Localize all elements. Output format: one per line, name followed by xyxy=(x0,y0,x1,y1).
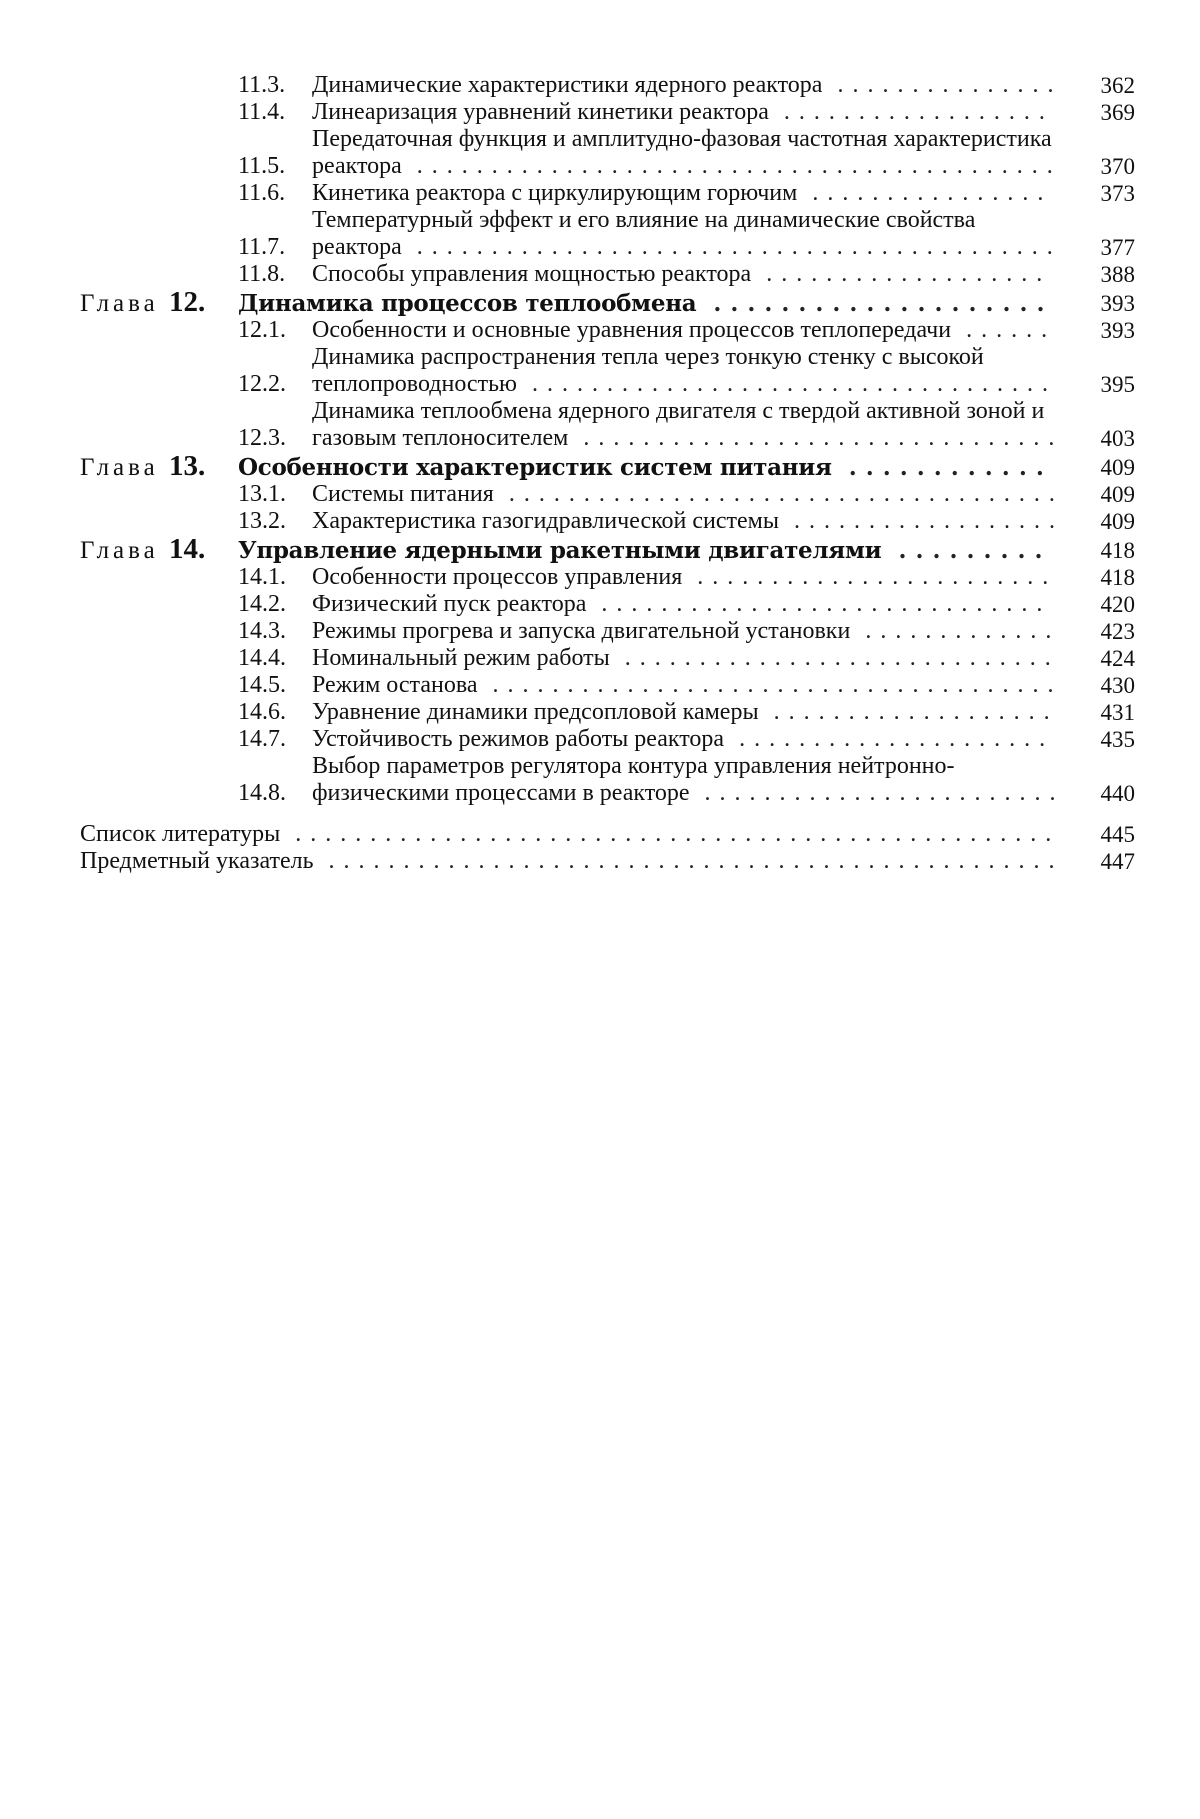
leader-dots: ............ xyxy=(831,454,1053,481)
leader-dots: ................... xyxy=(751,261,1052,287)
section-row xyxy=(80,99,1135,126)
leader-dots: ................................................. xyxy=(313,848,1064,874)
entry-title-text: Системы питания xyxy=(312,481,494,507)
section-row xyxy=(80,591,1135,618)
section-row xyxy=(80,726,1135,753)
page-number: 435 xyxy=(1100,727,1135,752)
page-number: 418 xyxy=(1100,538,1135,563)
section-row xyxy=(80,126,1135,180)
entry-title-text: Режим останова xyxy=(312,672,478,698)
leader-dots: ........................................... xyxy=(401,234,1062,260)
entry-title xyxy=(312,564,1069,591)
section-number: 14.5. xyxy=(238,672,286,698)
page-number: 369 xyxy=(1100,100,1135,125)
section-number: 11.7. xyxy=(238,234,286,260)
entry-title xyxy=(312,481,1069,508)
entry-title-text: Линеаризация уравнений кинетики реактора xyxy=(312,99,769,125)
chapter-number: 12. xyxy=(168,286,206,318)
entry-title xyxy=(312,672,1069,699)
leader-dots: ................... xyxy=(758,699,1059,725)
section-row xyxy=(80,398,1135,452)
entry-title-text: Особенности характеристик систем питания xyxy=(238,454,832,481)
section-number: 14.1. xyxy=(238,564,286,590)
section-row xyxy=(80,72,1135,99)
page-number: 420 xyxy=(1100,592,1135,617)
page-number: 388 xyxy=(1100,262,1135,287)
section-number: 12.3. xyxy=(238,425,286,451)
section-row xyxy=(80,481,1135,508)
entry-title xyxy=(312,726,1069,753)
section-row xyxy=(80,180,1135,207)
section-gap xyxy=(80,807,1135,821)
entry-title xyxy=(312,699,1069,726)
leader-dots: ............................. xyxy=(609,645,1060,671)
entry-title xyxy=(312,99,1069,126)
entry-title xyxy=(80,848,1069,875)
page-number: 370 xyxy=(1100,154,1135,179)
section-number: 14.4. xyxy=(238,645,286,671)
leader-dots: .............................. xyxy=(586,591,1052,617)
entry-title xyxy=(312,645,1069,672)
chapter-number: 13. xyxy=(168,450,206,482)
leader-dots: ........................................... xyxy=(401,153,1062,179)
entry-title-text: Передаточная функция и амплитудно-фазовая частотная характеристика реактора xyxy=(312,126,1052,179)
page-number: 431 xyxy=(1100,700,1135,725)
section-row xyxy=(80,699,1135,726)
chapter-label xyxy=(80,286,238,318)
backmatter-row xyxy=(80,821,1135,848)
section-row xyxy=(80,344,1135,398)
chapter-label xyxy=(80,533,238,565)
entry-title-text: Список литературы xyxy=(80,821,281,847)
entry-title-text: Динамические характеристики ядерного реактора xyxy=(312,72,823,98)
entry-title xyxy=(312,261,1069,288)
section-row xyxy=(80,508,1135,535)
section-row xyxy=(80,672,1135,699)
leader-dots: ...... xyxy=(951,317,1057,343)
section-number: 11.5. xyxy=(238,153,286,179)
page-number: 447 xyxy=(1100,849,1135,874)
entry-title xyxy=(238,454,1069,481)
entry-title xyxy=(312,508,1069,535)
section-number: 11.6. xyxy=(238,180,286,206)
page-number: 393 xyxy=(1100,318,1135,343)
section-row xyxy=(80,618,1135,645)
entry-title xyxy=(312,180,1069,207)
page-number: 424 xyxy=(1100,646,1135,671)
entry-title xyxy=(312,126,1069,180)
entry-title-text: Динамика процессов теплообмена xyxy=(238,290,697,317)
page-number: 418 xyxy=(1100,565,1135,590)
entry-title-text: Номинальный режим работы xyxy=(312,645,610,671)
entry-title xyxy=(238,537,1069,564)
section-number: 14.7. xyxy=(238,726,286,752)
section-number: 14.2. xyxy=(238,591,286,617)
leader-dots: ................................................... xyxy=(280,821,1061,847)
entry-title-text: Особенности и основные уравнения процессов теплопередачи xyxy=(312,317,952,343)
page-number: 409 xyxy=(1100,455,1135,480)
page-number: 440 xyxy=(1100,781,1135,806)
section-number: 11.3. xyxy=(238,72,286,98)
entry-title-text: Режимы прогрева и запуска двигательной установки xyxy=(312,618,851,644)
chapter-number: 14. xyxy=(168,533,206,565)
entry-title-text: Устойчивость режимов работы реактора xyxy=(312,726,725,752)
leader-dots: ...................................... xyxy=(477,672,1063,698)
section-number: 14.3. xyxy=(238,618,286,644)
leader-dots: ................................ xyxy=(568,425,1064,451)
backmatter-row xyxy=(80,848,1135,875)
entry-title-text: Управление ядерными ракетными двигателями xyxy=(238,537,882,564)
section-number: 14.8. xyxy=(238,780,286,806)
chapter-label xyxy=(80,450,238,482)
section-row xyxy=(80,564,1135,591)
chapter-row xyxy=(80,286,1135,318)
page-number: 409 xyxy=(1100,509,1135,534)
section-row xyxy=(80,261,1135,288)
page-number: 377 xyxy=(1100,235,1135,260)
section-number: 14.6. xyxy=(238,699,286,725)
leader-dots: ................................... xyxy=(516,371,1057,397)
section-row xyxy=(80,317,1135,344)
entry-title xyxy=(312,344,1069,398)
section-number: 12.2. xyxy=(238,371,286,397)
entry-title xyxy=(312,317,1069,344)
entry-title xyxy=(312,753,1069,807)
entry-title-text: Температурный эффект и его влияние на динамические свойства реактора xyxy=(312,207,976,260)
entry-title xyxy=(312,618,1069,645)
entry-title-text: Физический пуск реактора xyxy=(312,591,587,617)
leader-dots: ............. xyxy=(850,618,1061,644)
page-number: 409 xyxy=(1100,482,1135,507)
page-number: 373 xyxy=(1100,181,1135,206)
entry-title-text: Кинетика реактора с циркулирующим горючим xyxy=(312,180,798,206)
leader-dots: ............... xyxy=(822,72,1063,98)
section-number: 12.1. xyxy=(238,317,286,343)
leader-dots: .................... xyxy=(696,290,1054,317)
chapter-word: Глава xyxy=(80,290,169,317)
entry-title-text: Динамика теплообмена ядерного двигателя с твердой активной зоной и газовым теплоносителем xyxy=(312,398,1045,451)
entry-title-text: Выбор параметров регулятора контура управления нейтронно-физическими процессами в реакторе xyxy=(312,753,955,806)
chapter-word: Глава xyxy=(80,454,169,481)
leader-dots: ......... xyxy=(881,537,1052,564)
entry-title-text: Динамика распространения тепла через тонкую стенку с высокой теплопроводностью xyxy=(312,344,984,397)
section-number: 11.8. xyxy=(238,261,286,287)
entry-title xyxy=(312,398,1069,452)
section-row xyxy=(80,207,1135,261)
section-number: 13.2. xyxy=(238,508,286,534)
table-of-contents xyxy=(80,72,1135,875)
leader-dots: .................. xyxy=(768,99,1054,125)
page-number: 362 xyxy=(1100,73,1135,98)
entry-title xyxy=(312,72,1069,99)
section-row xyxy=(80,645,1135,672)
entry-title-text: Предметный указатель xyxy=(80,848,314,874)
chapter-row xyxy=(80,450,1135,482)
page-number: 393 xyxy=(1100,291,1135,316)
entry-title xyxy=(238,290,1069,317)
page-number: 430 xyxy=(1100,673,1135,698)
entry-title xyxy=(312,591,1069,618)
page-number: 395 xyxy=(1100,372,1135,397)
leader-dots: ........................ xyxy=(682,564,1058,590)
chapter-word: Глава xyxy=(80,537,169,564)
section-number: 11.4. xyxy=(238,99,286,125)
section-number: 13.1. xyxy=(238,481,286,507)
leader-dots: ..................................... xyxy=(493,481,1064,507)
entry-title-text: Характеристика газогидравлической системы xyxy=(312,508,779,534)
chapter-row xyxy=(80,533,1135,565)
entry-title-text: Способы управления мощностью реактора xyxy=(312,261,752,287)
entry-title-text: Особенности процессов управления xyxy=(312,564,683,590)
page-number: 423 xyxy=(1100,619,1135,644)
entry-title xyxy=(80,821,1069,848)
leader-dots: .................. xyxy=(778,508,1064,534)
leader-dots: ..................... xyxy=(724,726,1055,752)
entry-title xyxy=(312,207,1069,261)
leader-dots: ........................ xyxy=(689,780,1065,806)
page-number: 445 xyxy=(1100,822,1135,847)
leader-dots: ................ xyxy=(797,180,1053,206)
page-number: 403 xyxy=(1100,426,1135,451)
section-row xyxy=(80,753,1135,807)
entry-title-text: Уравнение динамики предсопловой камеры xyxy=(312,699,759,725)
